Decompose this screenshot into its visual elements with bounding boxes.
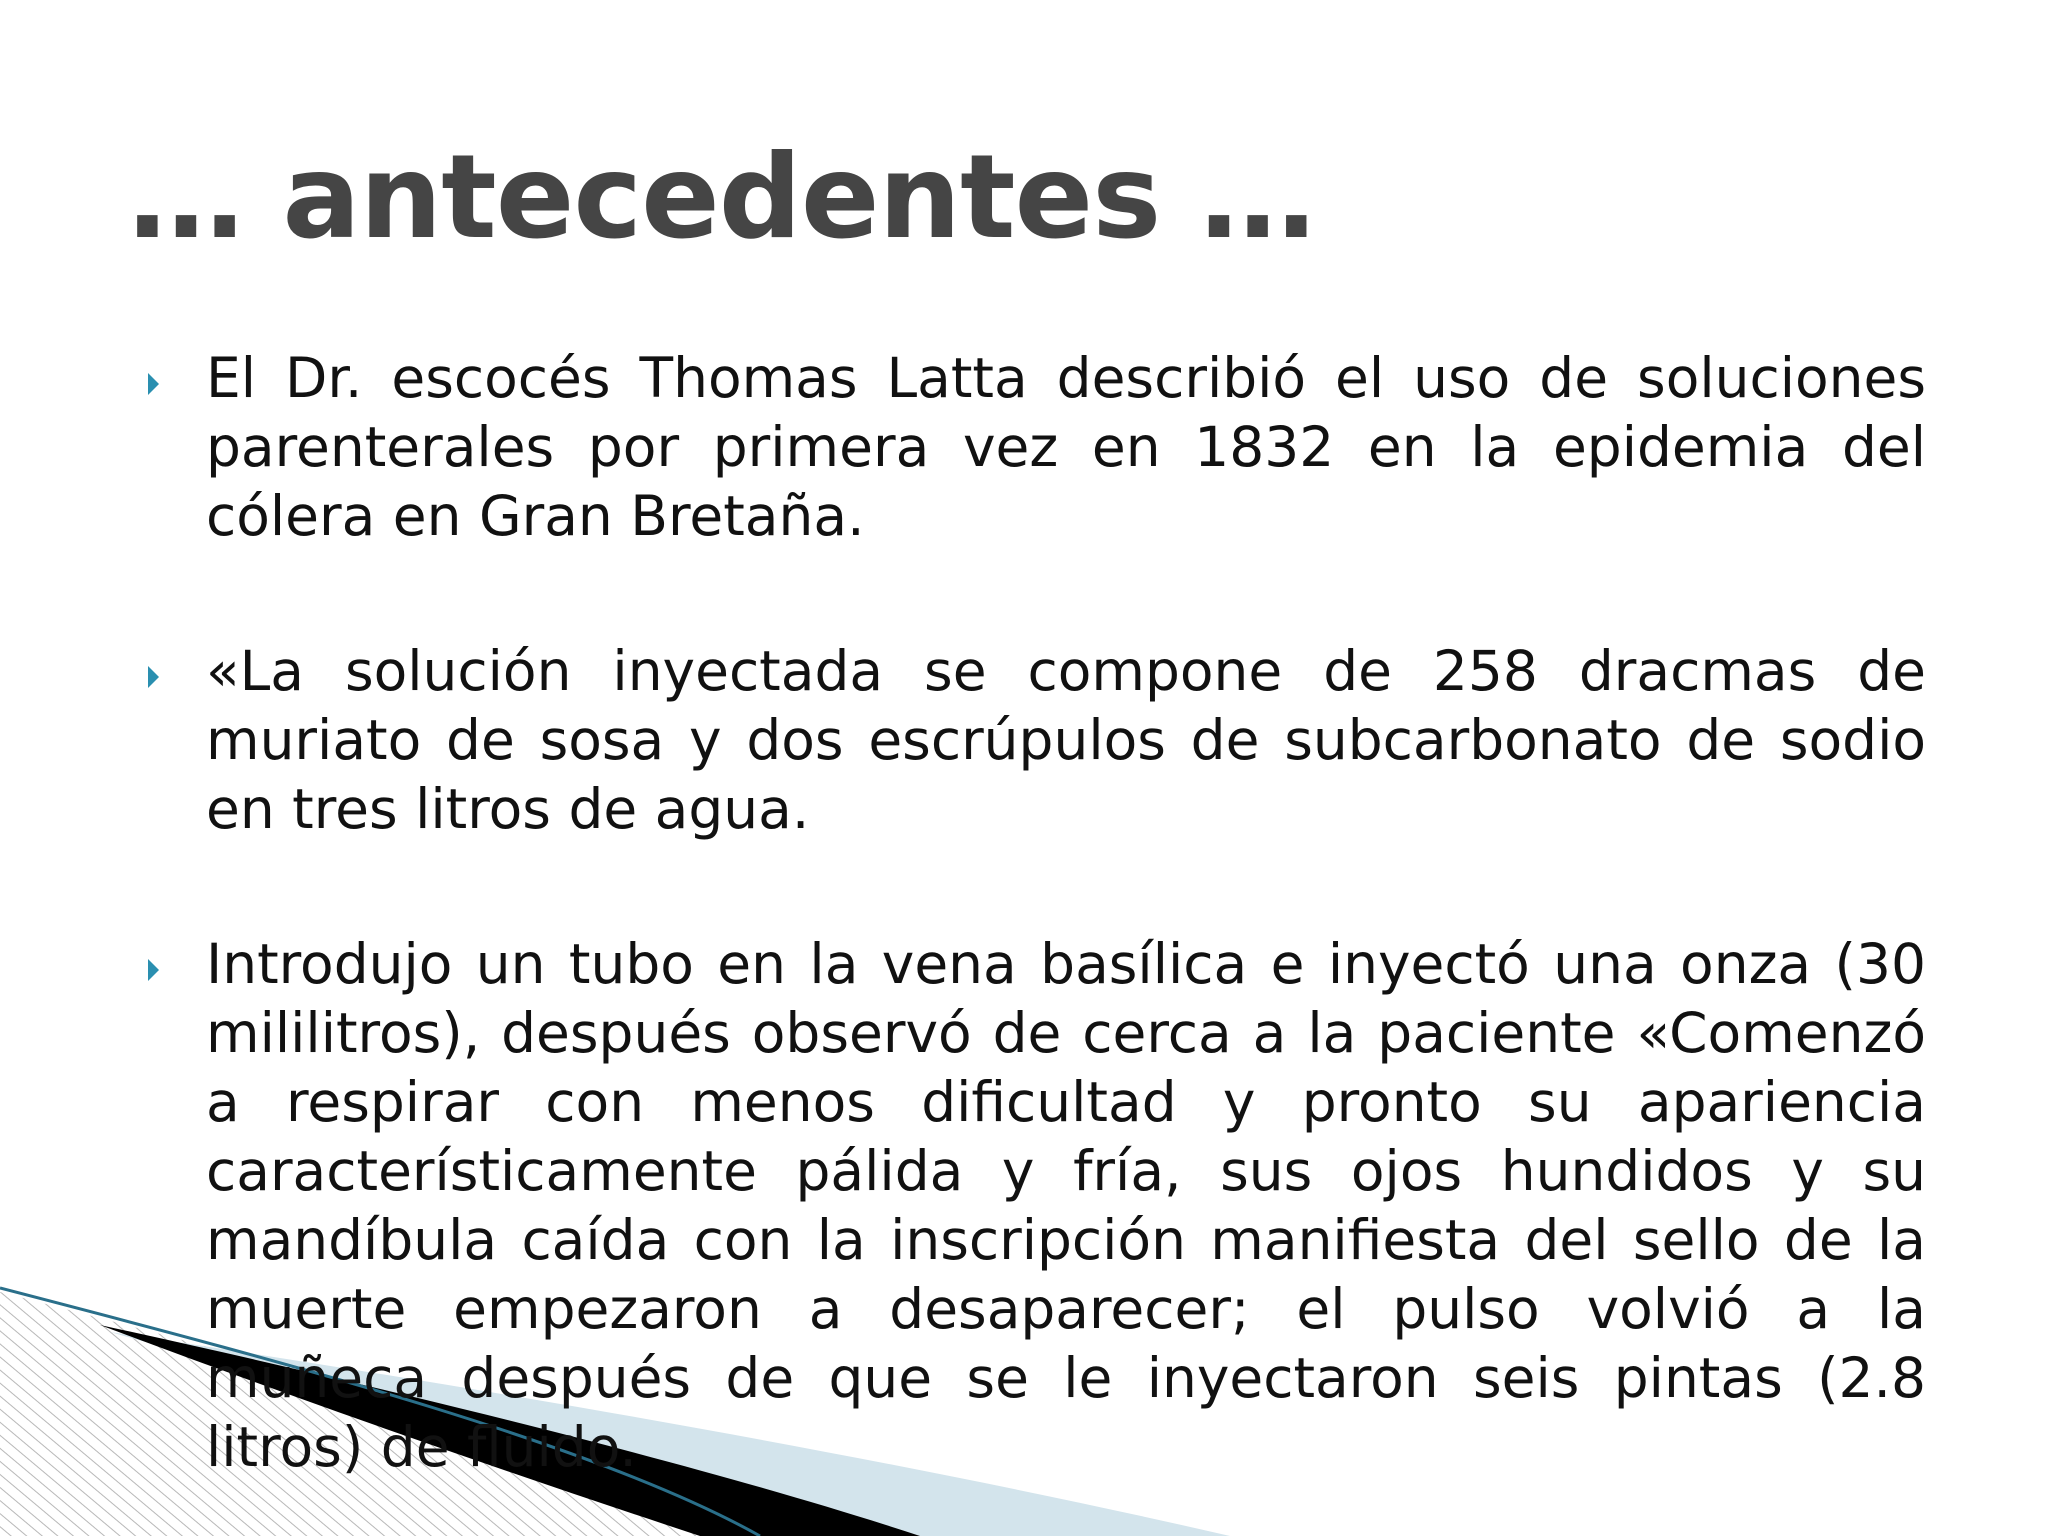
triangle-right-icon <box>148 959 159 981</box>
bullet-list <box>148 344 1926 1536</box>
bullet-text: El Dr. escocés Thomas Latta describió el uso de soluciones parenterales por primera vez en 1832 en la epidemia del cólera en Gran Bretaña. <box>206 346 1926 548</box>
triangle-right-icon <box>148 666 159 688</box>
bullet-item <box>148 344 1926 551</box>
triangle-right-icon <box>148 373 159 395</box>
bullet-text: «La solución inyectada se compone de 258 dracmas de muriato de sosa y dos escrúpulos de subcarbonato de sodio en tres litros de agua. <box>206 639 1926 841</box>
bullet-text: Introdujo un tubo en la vena basílica e inyectó una onza (30 mililitros), después observó de cerca a la paciente «Comenzó a respirar con menos dificultad y pronto su apariencia característicamente pálida y fría, sus ojos hundidos y su mandíbula caída con la inscripción manifiesta del sello de la muerte empezaron a desaparecer; el pulso volvió a la muñeca después de que se le inyectaron seis pintas (2.8 litros) de fluido. <box>206 932 1926 1479</box>
bullet-item <box>148 637 1926 844</box>
bullet-item <box>148 930 1926 1482</box>
slide-title: … antecedentes … <box>128 130 1315 265</box>
